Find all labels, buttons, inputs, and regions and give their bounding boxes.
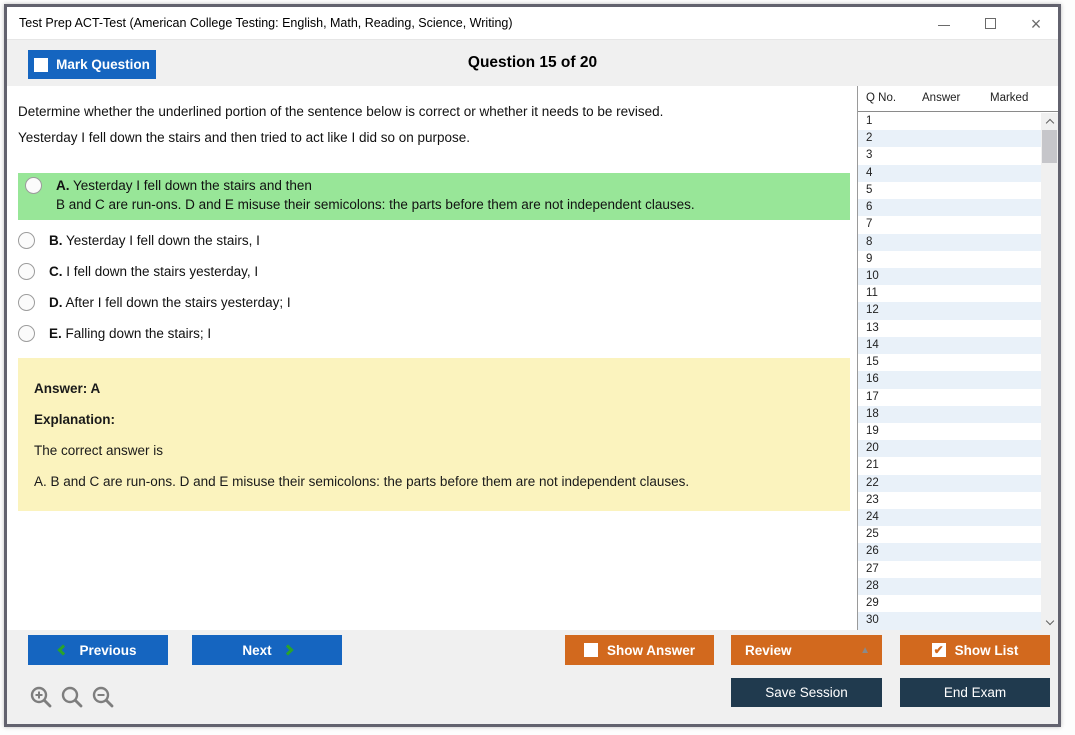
row-answer-cell [914,147,982,164]
row-question-number: 6 [866,201,873,214]
question-list-row[interactable] [858,423,1041,440]
chevron-left-icon [58,644,69,655]
row-question-number: 10 [866,269,879,282]
explanation-box [18,358,850,511]
save-session-button[interactable] [731,678,882,707]
next-label: Next [242,642,272,658]
title-bar [7,7,1058,40]
question-list-row[interactable] [858,371,1041,388]
row-question-number: 17 [866,390,879,403]
question-list-header [858,86,1058,112]
question-list-row[interactable] [858,526,1041,543]
row-marked-cell [982,337,1041,354]
option-d[interactable]: D. After I fell down the stairs yesterday; I [18,290,850,314]
question-header-band [7,40,1058,86]
row-answer-cell [914,113,982,130]
row-answer-cell [914,389,982,406]
option-d-radio[interactable] [18,294,35,311]
row-question-number: 22 [866,476,879,489]
question-list-row[interactable] [858,216,1041,233]
option-e[interactable]: E. Falling down the stairs; I [18,321,850,345]
close-icon: × [1030,13,1042,34]
question-list-row[interactable] [858,182,1041,199]
row-answer-cell [914,165,982,182]
row-marked-cell [982,216,1041,233]
row-question-number: 8 [866,235,873,248]
question-list-row[interactable] [858,578,1041,595]
row-marked-cell [982,268,1041,285]
question-list-row[interactable] [858,561,1041,578]
row-answer-cell [914,371,982,388]
option-c-radio[interactable] [18,263,35,280]
zoom-reset-icon [59,684,85,710]
row-question-number: 28 [866,579,879,592]
window-title: Test Prep ACT-Test (American College Testing: English, Math, Reading, Science, Writing) [19,16,513,30]
row-answer-cell [914,251,982,268]
row-marked-cell [982,492,1041,509]
row-question-number: 16 [866,373,879,386]
row-question-number: 24 [866,511,879,524]
option-c[interactable]: C. I fell down the stairs yesterday, I [18,259,850,283]
option-b-radio[interactable] [18,232,35,249]
row-answer-cell [914,406,982,423]
zoom-toolbar [28,684,116,710]
row-marked-cell [982,130,1041,147]
option-a-text: A. Yesterday I fell down the stairs and then [56,178,312,193]
review-dropdown[interactable] [731,635,882,665]
app-window [4,4,1061,727]
row-question-number: 12 [866,304,879,317]
row-answer-cell [914,492,982,509]
row-marked-cell [982,113,1041,130]
column-header-marked: Marked [990,92,1029,104]
zoom-in-icon [28,684,54,710]
maximize-button[interactable] [982,16,998,32]
row-answer-cell [914,457,982,474]
mark-question-label: Mark Question [56,57,150,72]
row-answer-cell [914,475,982,492]
scroll-down-button[interactable] [1041,614,1058,630]
question-list-row[interactable] [858,285,1041,302]
row-question-number: 21 [866,459,879,472]
caret-up-icon: ▲ [860,644,870,656]
question-prompt: Determine whether the underlined portion of the sentence below is correct or whether it needs to be revised. [18,104,664,119]
row-marked-cell [982,578,1041,595]
question-counter: Question 15 of 20 [467,54,598,71]
question-list-row[interactable] [858,475,1041,492]
row-question-number: 1 [866,115,873,127]
zoom-out-button[interactable] [90,684,116,710]
question-list-row[interactable] [858,199,1041,216]
question-list-row[interactable] [858,492,1041,509]
row-answer-cell [914,440,982,457]
row-marked-cell [982,543,1041,560]
row-answer-cell [914,285,982,302]
option-b[interactable]: B. Yesterday I fell down the stairs, I [18,228,850,252]
row-marked-cell [982,182,1041,199]
row-marked-cell [982,475,1041,492]
row-question-number: 9 [866,252,873,265]
row-answer-cell [914,543,982,560]
row-marked-cell [982,595,1041,612]
question-list-row[interactable] [858,509,1041,526]
show-answer-checkbox[interactable] [584,643,598,657]
minimize-icon [938,25,950,26]
row-answer-cell [914,612,982,629]
row-marked-cell [982,234,1041,251]
row-marked-cell [982,165,1041,182]
footer-bar [7,630,1058,724]
question-sentence: Yesterday I fell down the stairs and then tried to act like I did so on purpose. [18,130,471,145]
row-marked-cell [982,285,1041,302]
zoom-out-icon [90,684,116,710]
chevron-up-icon [1045,118,1053,126]
row-answer-cell [914,595,982,612]
row-answer-cell [914,320,982,337]
question-list-row[interactable] [858,337,1041,354]
show-answer-button[interactable] [565,635,714,665]
row-marked-cell [982,423,1041,440]
question-list-scrollbar[interactable] [1041,113,1058,630]
question-list-row[interactable] [858,165,1041,182]
chevron-down-icon [1045,616,1053,624]
row-question-number: 26 [866,545,879,558]
question-list-row[interactable] [858,113,1041,130]
column-header-answer: Answer [922,92,961,104]
row-marked-cell [982,440,1041,457]
show-answer-label: Show Answer [606,642,695,658]
previous-button[interactable] [28,635,168,665]
row-question-number: 3 [866,149,873,162]
row-answer-cell [914,509,982,526]
row-question-number: 15 [866,356,879,369]
row-question-number: 13 [866,321,879,334]
row-answer-cell [914,216,982,233]
row-question-number: 18 [866,407,879,420]
maximize-icon [985,18,996,29]
row-answer-cell [914,182,982,199]
row-answer-cell [914,561,982,578]
option-a-note: B and C are run-ons. D and E misuse their semicolons: the parts before them are not independent clauses. [56,197,695,212]
zoom-reset-button[interactable] [59,684,85,710]
question-list-row[interactable] [858,320,1041,337]
minimize-button[interactable] [936,16,952,32]
save-session-label: Save Session [765,685,848,700]
show-list-label: Show List [954,642,1019,658]
question-list-row[interactable] [858,595,1041,612]
show-list-checkbox[interactable]: ✔ [933,643,944,657]
row-question-number: 7 [866,218,873,231]
row-marked-cell [982,371,1041,388]
question-list-row[interactable] [858,406,1041,423]
row-question-number: 30 [866,614,879,627]
row-answer-cell [914,526,982,543]
review-label: Review [745,642,792,658]
row-answer-cell [914,268,982,285]
option-a[interactable] [18,173,850,220]
previous-label: Previous [79,642,137,658]
row-marked-cell [982,509,1041,526]
row-marked-cell [982,354,1041,371]
question-list-row[interactable] [858,302,1041,319]
question-list-row[interactable] [858,612,1041,629]
explanation-label: Explanation: [34,412,116,427]
next-button[interactable] [192,635,342,665]
question-list-row[interactable] [858,354,1041,371]
column-header-qno: Q No. [866,92,897,104]
question-list-row[interactable] [858,268,1041,285]
row-question-number: 14 [866,338,879,351]
show-list-button[interactable] [900,635,1050,665]
zoom-in-button[interactable] [28,684,54,710]
scrollbar-thumb[interactable] [1042,130,1057,163]
row-question-number: 5 [866,183,873,196]
question-list-row[interactable] [858,543,1041,560]
row-marked-cell [982,561,1041,578]
row-marked-cell [982,389,1041,406]
row-marked-cell [982,526,1041,543]
question-list-panel [857,86,1058,630]
question-area [7,86,858,630]
window-controls [936,7,1044,40]
question-list-rows [858,113,1041,630]
row-marked-cell [982,199,1041,216]
row-question-number: 25 [866,528,879,541]
row-marked-cell [982,612,1041,629]
question-list-row[interactable] [858,440,1041,457]
row-question-number: 4 [866,166,873,179]
row-question-number: 29 [866,597,879,610]
row-marked-cell [982,251,1041,268]
question-list-row[interactable] [858,389,1041,406]
row-question-number: 27 [866,562,879,575]
row-answer-cell [914,423,982,440]
explanation-line2: A. B and C are run-ons. D and E misuse their semicolons: the parts before them are not independent clauses. [34,474,690,489]
explanation-line1: The correct answer is [34,443,164,458]
option-e-radio[interactable] [18,325,35,342]
row-answer-cell [914,199,982,216]
row-question-number: 19 [866,424,879,437]
question-list-row[interactable] [858,147,1041,164]
row-answer-cell [914,234,982,251]
row-marked-cell [982,457,1041,474]
option-a-letter: A. [56,178,70,193]
answer-label: Answer: A [34,381,101,396]
row-marked-cell [982,147,1041,164]
end-exam-button[interactable] [900,678,1050,707]
row-question-number: 20 [866,442,879,455]
question-list-row[interactable] [858,251,1041,268]
row-question-number: 2 [866,132,873,145]
row-answer-cell [914,130,982,147]
row-marked-cell [982,320,1041,337]
mark-question-button[interactable] [28,50,156,79]
row-question-number: 23 [866,493,879,506]
chevron-right-icon [282,644,293,655]
question-list-row[interactable] [858,130,1041,147]
row-answer-cell [914,578,982,595]
row-question-number: 11 [866,287,878,300]
row-marked-cell [982,302,1041,319]
close-button[interactable] [1028,13,1044,34]
end-exam-label: End Exam [943,685,1007,700]
question-list-row[interactable] [858,234,1041,251]
row-answer-cell [914,337,982,354]
scroll-up-button[interactable] [1041,113,1058,129]
mark-question-checkbox[interactable] [34,58,48,72]
option-a-radio[interactable] [25,177,42,194]
question-list-row[interactable] [858,457,1041,474]
row-answer-cell [914,354,982,371]
row-answer-cell [914,302,982,319]
row-marked-cell [982,406,1041,423]
